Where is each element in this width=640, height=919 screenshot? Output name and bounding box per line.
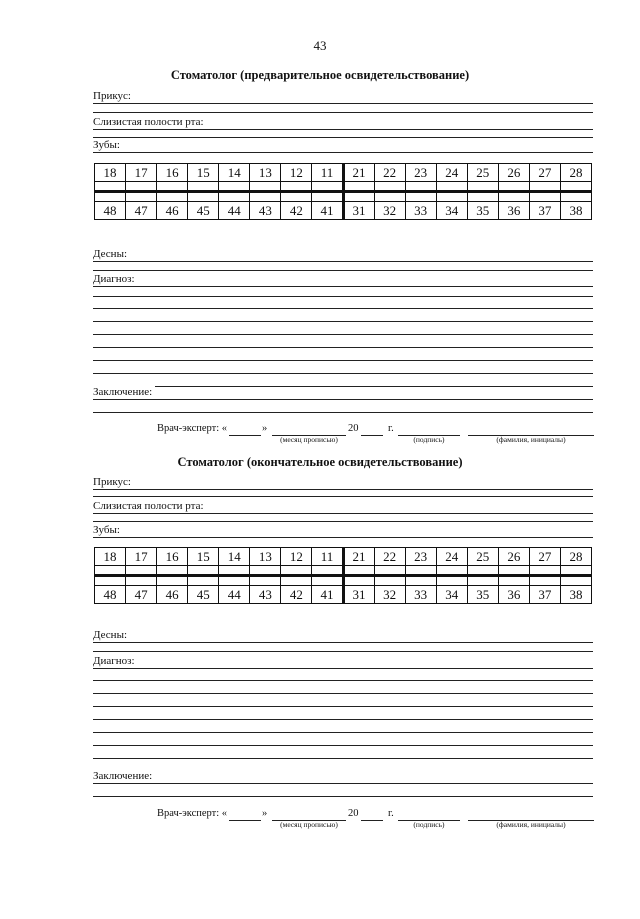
tooth-cell[interactable]: 33	[405, 202, 436, 220]
tooth-cell[interactable]: 34	[436, 586, 467, 604]
tooth-cell[interactable]: 28	[560, 548, 591, 566]
tooth-cell[interactable]: 13	[250, 164, 281, 182]
diagnosis-label: Диагноз:	[93, 273, 138, 286]
tooth-cell[interactable]: 38	[560, 202, 591, 220]
tooth-cell[interactable]: 42	[281, 586, 312, 604]
diagnosis-line[interactable]	[93, 719, 593, 720]
diagnosis-line[interactable]	[93, 373, 593, 374]
month-caption: (месяц прописью)	[280, 820, 338, 829]
tooth-cell[interactable]: 11	[312, 164, 343, 182]
tooth-cell[interactable]: 22	[374, 164, 405, 182]
tooth-cell[interactable]: 12	[281, 164, 312, 182]
bite-extra-line[interactable]	[93, 496, 593, 497]
conclusion-extra-line[interactable]	[93, 796, 593, 797]
dental-chart	[94, 163, 592, 220]
tooth-cell[interactable]: 23	[405, 164, 436, 182]
name-caption: (фамилия, инициалы)	[496, 820, 566, 829]
tooth-cell[interactable]: 12	[281, 548, 312, 566]
tooth-cell[interactable]: 28	[560, 164, 591, 182]
diagnosis-line[interactable]	[93, 321, 593, 322]
diagnosis-line[interactable]	[93, 334, 593, 335]
lower-teeth-row	[95, 202, 592, 220]
diagnosis-line[interactable]	[93, 308, 593, 309]
gums-extra-line[interactable]	[93, 270, 593, 271]
tooth-cell[interactable]: 31	[343, 202, 374, 220]
diagnosis-line[interactable]	[93, 296, 593, 297]
expert-label: Врач-эксперт: «	[157, 423, 228, 434]
tooth-cell[interactable]: 14	[219, 164, 250, 182]
conclusion-extra-line[interactable]	[93, 412, 593, 413]
tooth-cell[interactable]: 46	[157, 586, 188, 604]
tooth-cell[interactable]: 26	[498, 548, 529, 566]
tooth-cell[interactable]: 37	[529, 202, 560, 220]
tooth-cell[interactable]: 22	[374, 548, 405, 566]
diagnosis-line[interactable]	[93, 360, 593, 361]
conclusion-label: Заключение:	[93, 770, 155, 783]
gums-label: Десны:	[93, 629, 130, 642]
tooth-cell[interactable]: 17	[126, 164, 157, 182]
bite-extra-line[interactable]	[93, 112, 593, 113]
mucosa-field[interactable]	[93, 116, 593, 130]
gums-label: Десны:	[93, 248, 130, 261]
diagnosis-label: Диагноз:	[93, 655, 138, 668]
tooth-cell[interactable]: 24	[436, 164, 467, 182]
tooth-cell[interactable]: 43	[250, 202, 281, 220]
teeth-label: Зубы:	[93, 139, 123, 152]
tooth-cell[interactable]: 31	[343, 586, 374, 604]
diagnosis-line[interactable]	[93, 745, 593, 746]
year-suffix: г.	[388, 808, 394, 819]
gums-field[interactable]	[93, 629, 593, 643]
tooth-cell[interactable]: 44	[219, 202, 250, 220]
tooth-cell[interactable]: 17	[126, 548, 157, 566]
tooth-cell[interactable]: 25	[467, 164, 498, 182]
upper-teeth-row	[95, 164, 592, 182]
year-suffix: г.	[388, 423, 394, 434]
day-field[interactable]	[229, 820, 261, 821]
diagnosis-line[interactable]	[93, 706, 593, 707]
tooth-cell[interactable]: 42	[281, 202, 312, 220]
tooth-cell[interactable]: 48	[95, 586, 126, 604]
signature-caption: (подпись)	[413, 435, 445, 444]
conclusion-label: Заключение:	[93, 386, 155, 399]
diagnosis-line[interactable]	[93, 732, 593, 733]
bite-label: Прикус:	[93, 90, 134, 103]
tooth-cell[interactable]: 35	[467, 586, 498, 604]
tooth-cell[interactable]: 15	[188, 548, 219, 566]
teeth-field[interactable]	[93, 139, 593, 153]
diagnosis-line[interactable]	[93, 693, 593, 694]
dental-chart	[94, 547, 592, 604]
mucosa-label: Слизистая полости рта:	[93, 500, 207, 513]
upper-status-row	[95, 566, 592, 576]
quote-close: »	[262, 808, 268, 819]
quote-close: »	[262, 423, 268, 434]
tooth-cell[interactable]: 24	[436, 548, 467, 566]
tooth-cell[interactable]: 48	[95, 202, 126, 220]
year-prefix: 20	[348, 423, 359, 434]
upper-status-row	[95, 182, 592, 192]
tooth-cell[interactable]: 27	[529, 548, 560, 566]
tooth-cell[interactable]: 35	[467, 202, 498, 220]
tooth-cell[interactable]: 34	[436, 202, 467, 220]
tooth-cell[interactable]: 45	[188, 586, 219, 604]
bite-field[interactable]	[93, 90, 593, 104]
tooth-cell[interactable]: 43	[250, 586, 281, 604]
tooth-cell[interactable]: 46	[157, 202, 188, 220]
tooth-cell[interactable]: 14	[219, 548, 250, 566]
tooth-cell[interactable]: 18	[95, 548, 126, 566]
year-field[interactable]	[361, 820, 383, 821]
tooth-cell[interactable]: 25	[467, 548, 498, 566]
expert-label: Врач-эксперт: «	[157, 808, 228, 819]
tooth-cell[interactable]: 36	[498, 586, 529, 604]
tooth-cell[interactable]: 47	[126, 202, 157, 220]
section-title: Стоматолог (предварительное освидетельствование)	[170, 68, 470, 82]
tooth-cell[interactable]: 26	[498, 164, 529, 182]
tooth-cell[interactable]: 15	[188, 164, 219, 182]
gums-field[interactable]	[93, 248, 593, 262]
month-caption: (месяц прописью)	[280, 435, 338, 444]
tooth-cell[interactable]: 32	[374, 586, 405, 604]
teeth-field[interactable]	[93, 524, 593, 538]
tooth-cell[interactable]: 27	[529, 164, 560, 182]
year-field[interactable]	[361, 435, 383, 436]
mucosa-label: Слизистая полости рта:	[93, 116, 207, 129]
mucosa-field[interactable]	[93, 500, 593, 514]
section-title: Стоматолог (окончательное освидетельствование)	[177, 455, 463, 469]
teeth-label: Зубы:	[93, 524, 123, 537]
tooth-cell[interactable]: 16	[157, 548, 188, 566]
tooth-cell[interactable]: 33	[405, 586, 436, 604]
signature-block	[0, 808, 640, 838]
tooth-cell[interactable]: 23	[405, 548, 436, 566]
year-prefix: 20	[348, 808, 359, 819]
tooth-cell[interactable]: 32	[374, 202, 405, 220]
signature-block	[0, 423, 640, 453]
tooth-cell[interactable]: 41	[312, 202, 343, 220]
mucosa-extra-line[interactable]	[93, 521, 593, 522]
diagnosis-field[interactable]	[93, 655, 593, 669]
bite-label: Прикус:	[93, 476, 134, 489]
name-caption: (фамилия, инициалы)	[496, 435, 566, 444]
bite-field[interactable]	[93, 476, 593, 490]
tooth-cell[interactable]: 13	[250, 548, 281, 566]
signature-caption: (подпись)	[413, 820, 445, 829]
tooth-cell[interactable]: 16	[157, 164, 188, 182]
lower-status-row	[95, 192, 592, 202]
upper-teeth-row	[95, 548, 592, 566]
tooth-cell[interactable]: 37	[529, 586, 560, 604]
day-field[interactable]	[229, 435, 261, 436]
diagnosis-line[interactable]	[93, 758, 593, 759]
tooth-cell[interactable]: 36	[498, 202, 529, 220]
tooth-cell[interactable]: 41	[312, 586, 343, 604]
lower-status-row	[95, 576, 592, 586]
conclusion-field[interactable]	[93, 386, 593, 400]
conclusion-field[interactable]	[93, 770, 593, 784]
diagnosis-line[interactable]	[93, 680, 593, 681]
tooth-cell[interactable]: 38	[560, 586, 591, 604]
gums-extra-line[interactable]	[93, 651, 593, 652]
mucosa-extra-line[interactable]	[93, 137, 593, 138]
tooth-cell[interactable]: 11	[312, 548, 343, 566]
page-number: 43	[313, 38, 327, 53]
tooth-cell[interactable]: 21	[343, 164, 374, 182]
tooth-cell[interactable]: 47	[126, 586, 157, 604]
lower-teeth-row	[95, 586, 592, 604]
tooth-cell[interactable]: 21	[343, 548, 374, 566]
diagnosis-line[interactable]	[93, 347, 593, 348]
diagnosis-field[interactable]	[93, 273, 593, 287]
tooth-cell[interactable]: 44	[219, 586, 250, 604]
tooth-cell[interactable]: 18	[95, 164, 126, 182]
tooth-cell[interactable]: 45	[188, 202, 219, 220]
